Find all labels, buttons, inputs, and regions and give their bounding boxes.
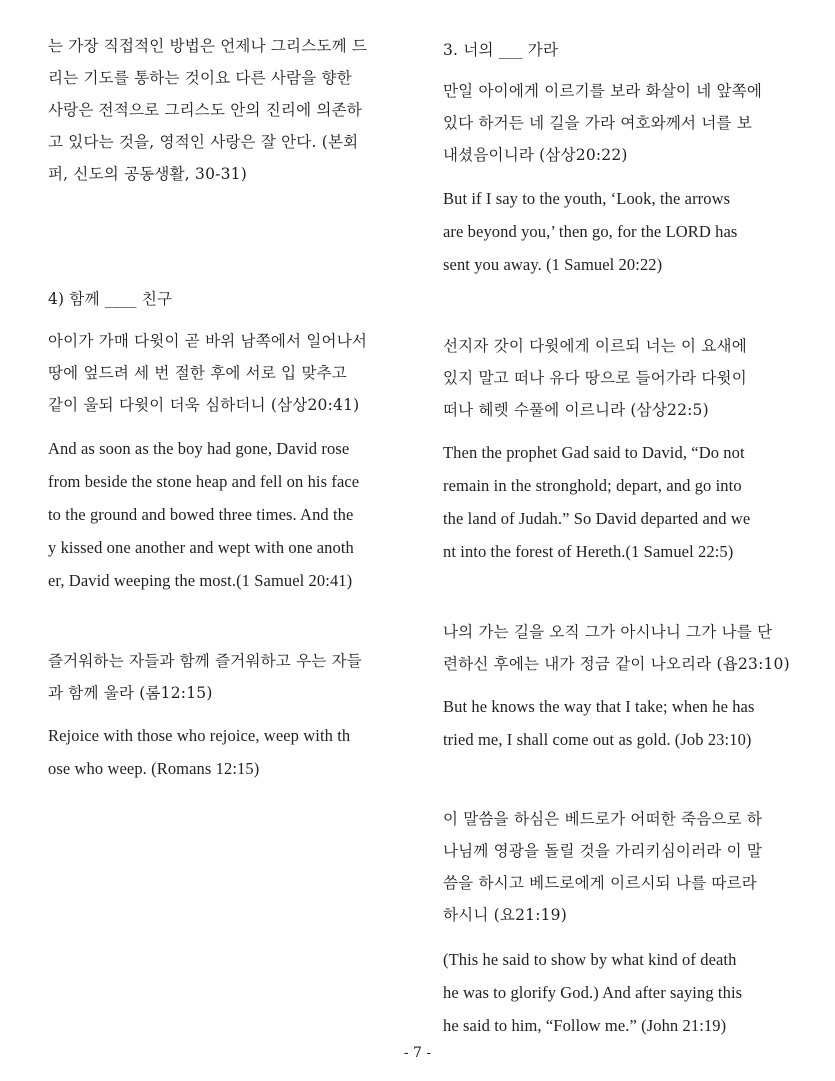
korean-verse-line: 즐거워하는 자들과 함께 즐거워하고 우는 자들 bbox=[48, 652, 362, 670]
english-verse-line: Rejoice with those who rejoice, weep with th bbox=[48, 726, 351, 745]
korean-verse-line: 선지자 갓이 다윗에게 이르되 너는 이 요새에 bbox=[443, 337, 747, 355]
english-verse-line: Then the prophet Gad said to David, “Do not bbox=[443, 443, 745, 462]
text-line: 퍼, 신도의 공동생활, 30-31) bbox=[48, 165, 247, 183]
english-verse-line: And as soon as the boy had gone, David rose bbox=[48, 439, 350, 458]
korean-verse-line: 과 함께 울라 (롬12:15) bbox=[48, 684, 213, 702]
korean-verse-line: 나님께 영광을 돌릴 것을 가리키심이러라 이 말 bbox=[443, 842, 763, 860]
english-verse-line: (This he said to show by what kind of death bbox=[443, 950, 737, 969]
korean-verse-line: 떠나 헤렛 수풀에 이르니라 (삼상22:5) bbox=[443, 401, 709, 419]
korean-verse-line: 나의 가는 길을 오직 그가 아시나니 그가 나를 단 bbox=[443, 623, 773, 641]
english-verse-line: tried me, I shall come out as gold. (Job 23:10) bbox=[443, 730, 752, 749]
text-line: 사랑은 전적으로 그리스도 안의 진리에 의존하 bbox=[48, 101, 362, 119]
english-verse-line: nt into the forest of Hereth.(1 Samuel 22:5) bbox=[443, 542, 734, 561]
korean-verse-line: 있다 하거든 네 길을 가라 여호와께서 너를 보 bbox=[443, 114, 753, 132]
english-verse-line: to the ground and bowed three times. And the bbox=[48, 505, 354, 524]
korean-verse-line: 내셨음이니라 (삼상20:22) bbox=[443, 146, 628, 164]
korean-verse-line: 있지 말고 떠나 유다 땅으로 들어가라 다윗이 bbox=[443, 369, 747, 387]
korean-verse-line: 같이 울되 다윗이 더욱 심하더니 (삼상20:41) bbox=[48, 396, 360, 414]
korean-verse-line: 이 말씀을 하심은 베드로가 어떠한 죽음으로 하 bbox=[443, 810, 763, 828]
english-verse-line: he was to glorify God.) And after saying this bbox=[443, 983, 743, 1002]
english-verse-line: from beside the stone heap and fell on his face bbox=[48, 472, 360, 491]
korean-verse-line: 하시니 (요21:19) bbox=[443, 906, 567, 924]
english-verse-line: ose who weep. (Romans 12:15) bbox=[48, 759, 260, 778]
text-line: 고 있다는 것을, 영적인 사랑은 잘 안다. (본회 bbox=[48, 133, 359, 151]
english-verse-line: remain in the stronghold; depart, and go into bbox=[443, 476, 742, 495]
english-verse-line: are beyond you,’ then go, for the LORD has bbox=[443, 222, 738, 241]
text-line: 는 가장 직접적인 방법은 언제나 그리스도께 드 bbox=[48, 37, 368, 55]
section-heading: 4) 함께 ____ 친구 bbox=[48, 290, 173, 308]
english-verse-line: he said to him, “Follow me.” (John 21:19) bbox=[443, 1016, 727, 1035]
english-verse-line: the land of Judah.” So David departed and we bbox=[443, 509, 751, 528]
korean-verse-line: 아이가 가매 다윗이 곧 바위 남쪽에서 일어나서 bbox=[48, 332, 368, 350]
english-verse-line: er, David weeping the most.(1 Samuel 20:41) bbox=[48, 571, 353, 590]
page-number: - 7 - bbox=[403, 1045, 432, 1061]
english-verse-line: But if I say to the youth, ‘Look, the arrows bbox=[443, 189, 731, 208]
english-verse-line: sent you away. (1 Samuel 20:22) bbox=[443, 255, 663, 274]
korean-verse-line: 련하신 후에는 내가 정금 같이 나오리라 (욥23:10) bbox=[443, 655, 790, 673]
korean-verse-line: 씀을 하시고 베드로에게 이르시되 나를 따르라 bbox=[443, 874, 757, 892]
korean-verse-line: 땅에 엎드려 세 번 절한 후에 서로 입 맞추고 bbox=[48, 364, 347, 382]
text-line: 리는 기도를 통하는 것이요 다른 사람을 향한 bbox=[48, 69, 352, 87]
english-verse-line: But he knows the way that I take; when he has bbox=[443, 697, 755, 716]
korean-verse-line: 만일 아이에게 이르기를 보라 화살이 네 앞쪽에 bbox=[443, 82, 763, 100]
english-verse-line: y kissed one another and wept with one anoth bbox=[48, 538, 354, 557]
section-heading: 3. 너의 ___ 가라 bbox=[443, 41, 559, 59]
